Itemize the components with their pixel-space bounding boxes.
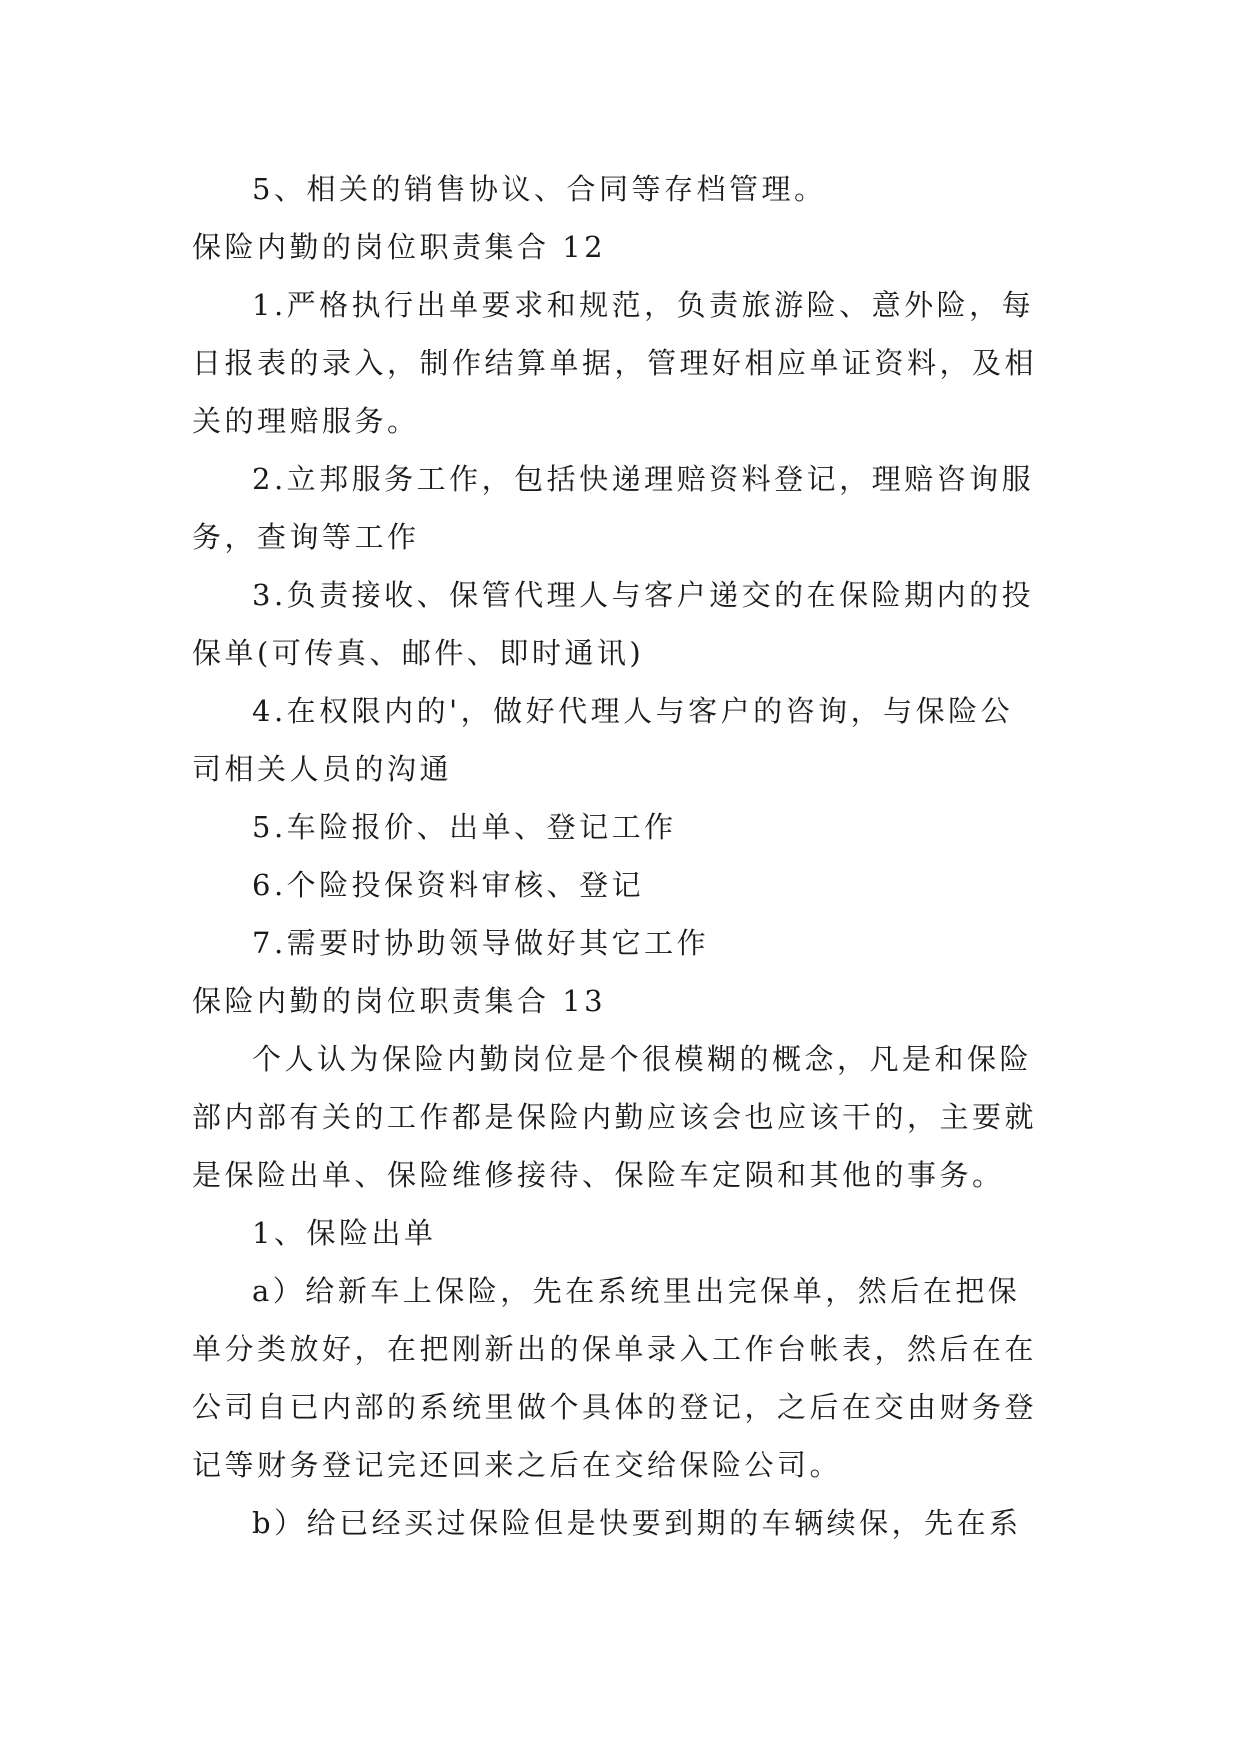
list-item: 1.严格执行出单要求和规范，负责旅游险、意外险，每 [252,288,1035,322]
paragraph-line: 关的理赔服务。 [192,404,420,438]
paragraph-line: 记等财务登记完还回来之后在交给保险公司。 [192,1448,843,1482]
list-item: b）给已经买过保险但是快要到期的车辆续保，先在系 [252,1506,1022,1540]
list-item: 7.需要时协助领导做好其它工作 [252,926,710,960]
paragraph-line: 单分类放好，在把刚新出的保单录入工作台帐表，然后在在 [192,1332,1038,1366]
paragraph-line: 保单(可传真、邮件、即时通讯) [192,636,645,670]
section-heading: 保险内勤的岗位职责集合 12 [192,230,607,264]
subheading: 1、保险出单 [252,1216,437,1250]
paragraph-line: 个人认为保险内勤岗位是个很模糊的概念，凡是和保险 [252,1042,1033,1076]
list-item: a）给新车上保险，先在系统里出完保单，然后在把保 [252,1274,1021,1308]
paragraph-line: 是保险出单、保险维修接待、保险车定陨和其他的事务。 [192,1158,1005,1192]
list-item: 5.车险报价、出单、登记工作 [252,810,677,844]
paragraph-line: 公司自已内部的系统里做个具体的登记，之后在交由财务登 [192,1390,1038,1424]
list-item: 3.负责接收、保管代理人与客户递交的在保险期内的投 [252,578,1035,612]
list-item: 5、相关的销售协议、合同等存档管理。 [252,172,827,206]
paragraph-line: 务，查询等工作 [192,520,420,554]
section-heading: 保险内勤的岗位职责集合 13 [192,984,607,1018]
paragraph-line: 日报表的录入，制作结算单据，管理好相应单证资料，及相 [192,346,1038,380]
list-item: 6.个险投保资料审核、登记 [252,868,645,902]
paragraph-line: 司相关人员的沟通 [192,752,453,786]
document-page [192,160,1050,1552]
list-item: 4.在权限内的'，做好代理人与客户的咨询，与保险公 [252,694,1014,728]
paragraph-line: 部内部有关的工作都是保险内勤应该会也应该干的，主要就 [192,1100,1038,1134]
list-item: 2.立邦服务工作，包括快递理赔资料登记，理赔咨询服 [252,462,1035,496]
